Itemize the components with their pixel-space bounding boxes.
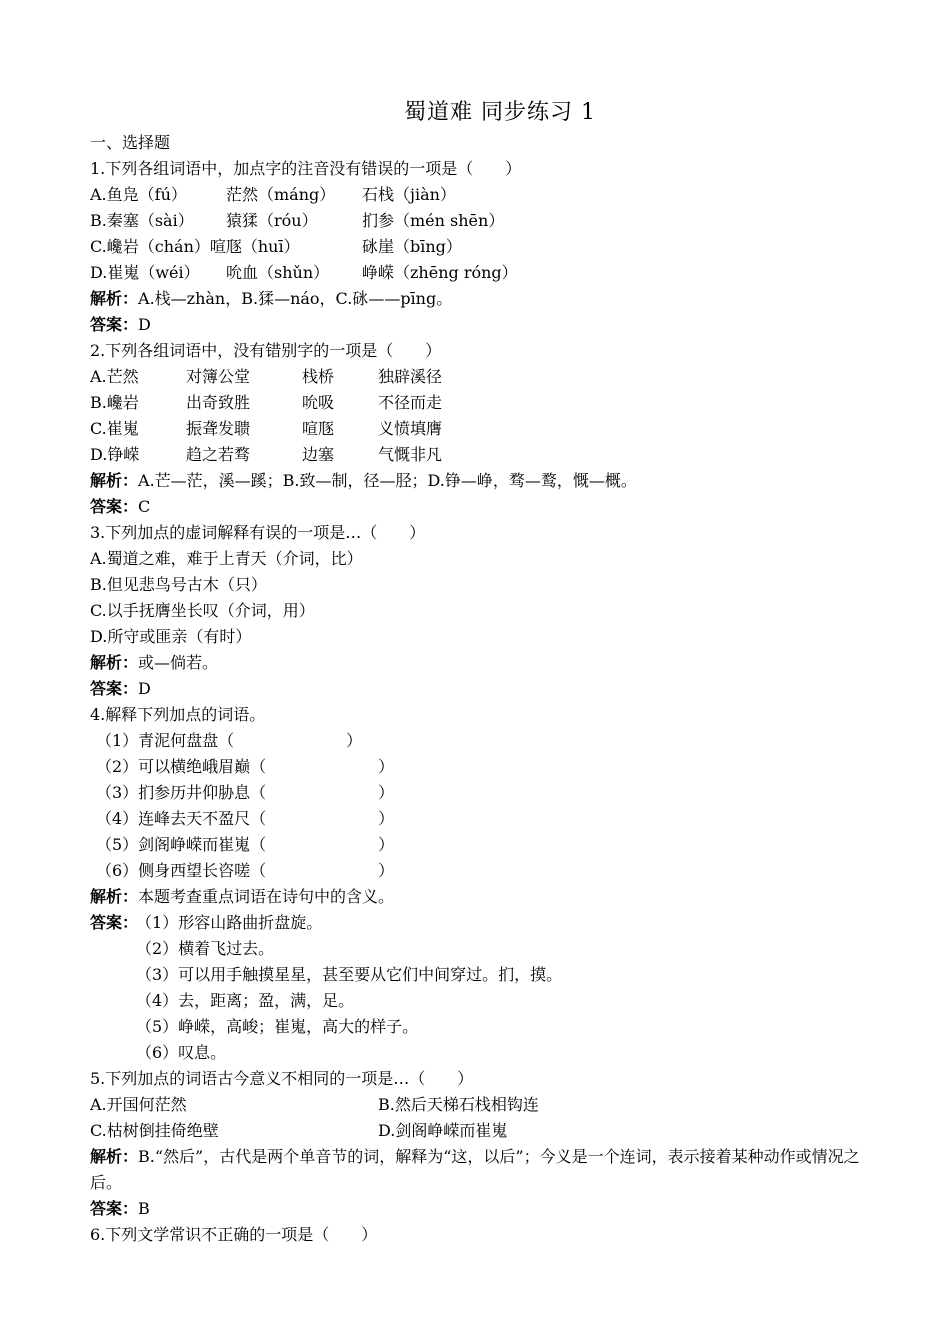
q4-item-3: （3）扪参历井仰胁息（ ） bbox=[96, 783, 395, 802]
q6-stem: 6.下列文学常识不正确的一项是（ ） bbox=[90, 1225, 378, 1244]
q3-answer: 答案：D bbox=[90, 679, 151, 698]
q4-item-5: （5）剑阁峥嵘而崔嵬（ ） bbox=[96, 835, 395, 854]
q5-stem: 5.下列加点的词语古今意义不相同的一项是…（ ） bbox=[90, 1069, 474, 1088]
q5-answer: 答案：B bbox=[90, 1199, 150, 1218]
q5-options-cd: C.枯树倒挂倚绝壁 D.剑阁峥嵘而崔嵬 bbox=[90, 1121, 508, 1140]
q3-analysis: 解析：或—倘若。 bbox=[90, 653, 219, 672]
q4-item-2: （2）可以横绝峨眉巅（ ） bbox=[96, 757, 395, 776]
document-page bbox=[90, 96, 870, 1248]
q2-analysis: 解析：A.芒—茫，溪—蹊；B.致—制，径—胫；D.铮—峥，骛—鹜，慨—概。 bbox=[90, 471, 637, 490]
q1-analysis: 解析：A.栈—zhàn，B.猱—náo，C.砯——pīng。 bbox=[90, 289, 453, 308]
q4-analysis: 解析：本题考查重点词语在诗句中的含义。 bbox=[90, 887, 395, 906]
q2-stem: 2.下列各组词语中，没有错别字的一项是（ ） bbox=[90, 341, 442, 360]
q1-option-b: B.秦塞（sài） 猿猱（róu） 扪参（mén shēn） bbox=[90, 211, 505, 230]
q2-option-d: D.铮嵘 趋之若骛 边塞 气慨非凡 bbox=[90, 445, 443, 464]
q1-answer: 答案：D bbox=[90, 315, 151, 334]
document-title: 蜀道难 同步练习 1 bbox=[404, 100, 596, 125]
q4-answer-5: （5）峥嵘，高峻；崔嵬，高大的样子。 bbox=[136, 1017, 419, 1036]
q3-option-d: D.所守或匪亲（有时） bbox=[90, 627, 252, 646]
q1-option-a: A.鱼凫（fú） 茫然（máng） 石栈（jiàn） bbox=[90, 185, 456, 204]
q5-analysis: 解析：B.“然后”，古代是两个单音节的词，解释为“这，以后”；今义是一个连词，表示接着某种动作或情况之后。 bbox=[90, 1147, 860, 1192]
q2-option-a: A.芒然 对簿公堂 栈桥 独辟溪径 bbox=[90, 367, 443, 386]
q3-stem: 3.下列加点的虚词解释有误的一项是…（ ） bbox=[90, 523, 426, 542]
q4-answer-4: （4）去，距离；盈，满，足。 bbox=[136, 991, 355, 1010]
q4-item-4: （4）连峰去天不盈尺（ ） bbox=[96, 809, 395, 828]
q2-option-c: C.崔嵬 振聋发聩 喧豗 义愤填膺 bbox=[90, 419, 443, 438]
q4-item-1: （1）青泥何盘盘（ ） bbox=[96, 731, 363, 750]
q4-answer: 答案： （1）形容山路曲折盘旋。 bbox=[90, 913, 323, 932]
q4-item-6: （6）侧身西望长咨嗟（ ） bbox=[96, 861, 395, 880]
q1-option-d: D.崔嵬（wéi） 吮血（shǔn） 峥嵘（zhēng róng） bbox=[90, 263, 518, 282]
q5-options-ab: A.开国何茫然 B.然后天梯石栈相钩连 bbox=[90, 1095, 539, 1114]
q3-option-c: C.以手抚膺坐长叹（介词，用） bbox=[90, 601, 315, 620]
q3-option-b: B.但见悲鸟号古木（只） bbox=[90, 575, 267, 594]
q4-answer-3: （3）可以用手触摸星星，甚至要从它们中间穿过。扪，摸。 bbox=[136, 965, 563, 984]
q2-answer: 答案：C bbox=[90, 497, 151, 516]
q3-option-a: A.蜀道之难，难于上青天（介词，比） bbox=[90, 549, 363, 568]
section-heading: 一、选择题 bbox=[90, 133, 171, 152]
q1-stem: 1.下列各组词语中，加点字的注音没有错误的一项是（ ） bbox=[90, 159, 522, 178]
q1-option-c: C.巉岩（chán）喧豗（huī） 砯崖（bīng） bbox=[90, 237, 462, 256]
q4-stem: 4.解释下列加点的词语。 bbox=[90, 705, 266, 724]
q4-answer-2: （2）横着飞过去。 bbox=[136, 939, 275, 958]
q2-option-b: B.巉岩 出奇致胜 吮吸 不径而走 bbox=[90, 393, 443, 412]
q4-answer-6: （6）叹息。 bbox=[136, 1043, 227, 1062]
